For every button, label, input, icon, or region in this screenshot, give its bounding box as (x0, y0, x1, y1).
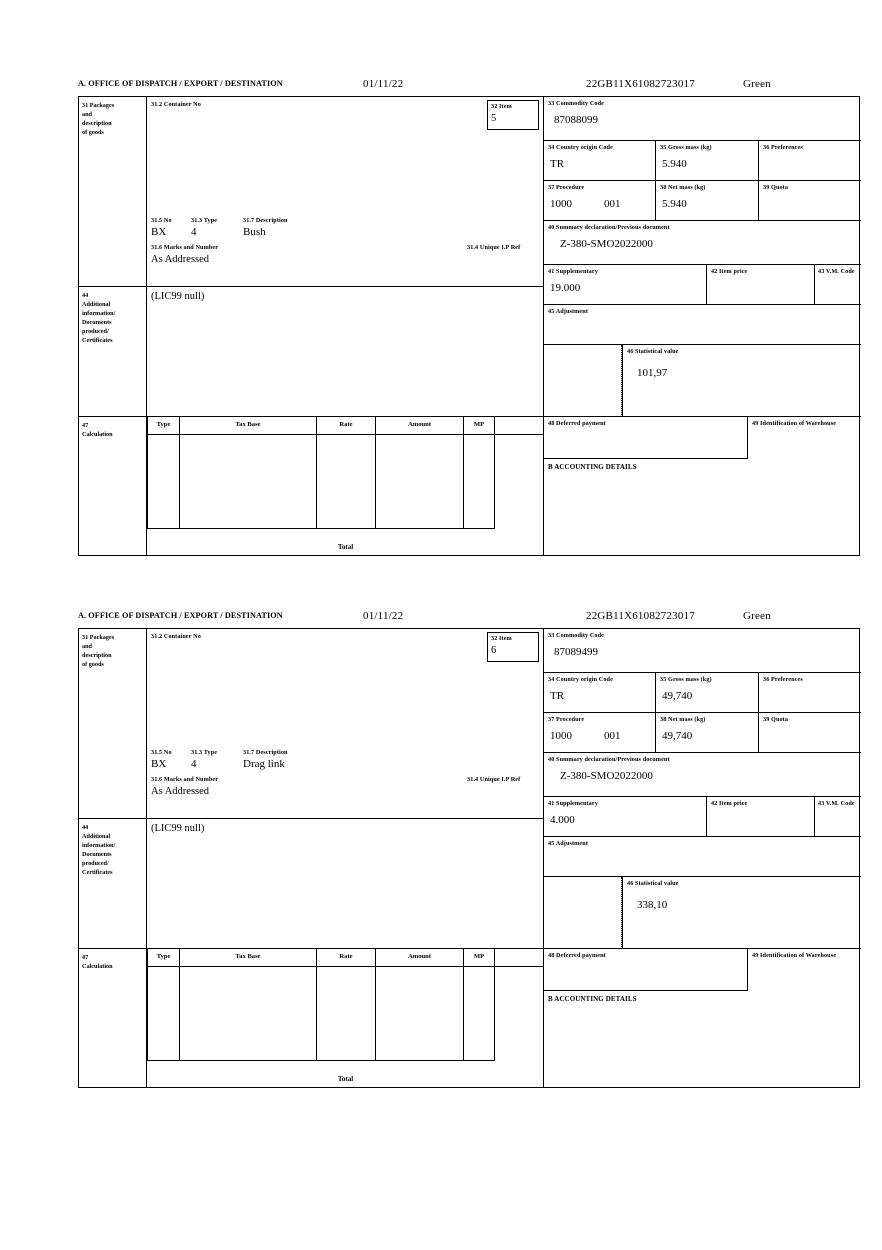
box-46-dotted-divider (544, 877, 622, 949)
box-31-7-label: 31.7 Description (243, 749, 288, 756)
calculation-header-row (147, 949, 544, 967)
calculation-grid (147, 966, 544, 1061)
movement-reference-number: 22GB11X61082723017 (586, 610, 695, 622)
box-31-2-container-label: 31.2 Container No (151, 633, 201, 640)
box-44-line3: information/ (82, 310, 116, 317)
box-46-statistical-value (622, 877, 861, 949)
box-37-value-2: 001 (604, 730, 621, 742)
box-32-value: 6 (491, 644, 497, 656)
box-44-content (147, 819, 544, 949)
box-36-preferences (759, 141, 861, 181)
box-44-label (79, 819, 147, 949)
office-of-dispatch-label: A. OFFICE OF DISPATCH / EXPORT / DESTINATION (78, 611, 283, 620)
box-42-item-price (707, 265, 815, 305)
box-38-label: 38 Net mass (kg) (660, 184, 706, 191)
additional-information-value: (LIC99 null) (151, 291, 205, 302)
box-31-line2: and (82, 111, 92, 118)
box-37-procedure (544, 713, 656, 753)
box-31-4-label: 31.4 Unique I.P Ref (467, 244, 521, 251)
box-44-line2: Additional (82, 833, 111, 840)
box-31-line3: description (82, 120, 112, 127)
box-35-gross-mass (656, 673, 759, 713)
box-44-line6: Certificates (82, 337, 113, 344)
sheet-header (78, 610, 860, 628)
box-38-net-mass (656, 181, 759, 221)
box-40-value: Z-380-SMO2022000 (560, 769, 653, 782)
box-49-warehouse (748, 949, 861, 991)
box-31-3-label: 31.3 Type (191, 749, 218, 756)
box-47-calculation-table (147, 417, 544, 556)
calc-col-amount-header: Amount (375, 949, 463, 966)
lane-status: Green (743, 610, 771, 622)
box-48-deferred-payment (544, 949, 748, 991)
box-49-label: 49 Identification of Warehouse (752, 420, 837, 427)
calc-col-taxbase-header: Tax Base (179, 417, 316, 434)
box-41-label: 41 Supplementary (548, 800, 598, 807)
box-38-value: 49,740 (662, 729, 693, 742)
box-41-supplementary (544, 265, 707, 305)
calculation-total-label: Total (337, 1075, 354, 1083)
box-31-5-label: 31.5 No (151, 749, 172, 756)
marks-and-number (151, 776, 218, 797)
calculation-header-row (147, 417, 544, 435)
box-44-line5: produced/ (82, 860, 109, 867)
box-31-line1: 31 Packages (82, 102, 115, 109)
box-33-commodity-code (544, 629, 861, 673)
box-31-goods (147, 97, 544, 287)
box-44-line4: Documents (82, 851, 112, 858)
box-32-label: 32 Item (491, 635, 512, 642)
box-39-label: 39 Quota (763, 184, 789, 191)
declaration-sheet-2 (78, 610, 860, 1088)
box-34-country-origin (544, 141, 656, 181)
box-33-value: 87089499 (554, 645, 598, 658)
marks-and-number-value: As Addressed (151, 785, 210, 797)
box-44-line1: 44 (82, 292, 89, 299)
box-31-4-label: 31.4 Unique I.P Ref (467, 776, 521, 783)
box-37-value-2: 001 (604, 198, 621, 210)
box-42-label: 42 Item price (711, 268, 748, 275)
box-33-value: 87088099 (554, 113, 598, 126)
box-45-label: 45 Adjustment (548, 840, 588, 847)
box-38-value: 5.940 (662, 197, 687, 210)
box-33-label: 33 Commodity Code (548, 632, 605, 639)
box-31-6-label: 31.6 Marks and Number (151, 244, 219, 251)
box-40-label: 40 Summary declaration/Previous document (548, 224, 670, 231)
box-45-adjustment (544, 305, 861, 345)
box-48-deferred-payment (544, 417, 748, 459)
box-43-label: 43 V.M. Code (818, 268, 855, 275)
box-b-accounting-details (544, 991, 861, 1088)
box-46-label: 46 Statistical value (627, 348, 679, 355)
calc-cell-taxbase (179, 966, 316, 1061)
declaration-frame (78, 96, 860, 556)
calc-cell-type (147, 966, 179, 1061)
office-of-dispatch-label: A. OFFICE OF DISPATCH / EXPORT / DESTINATION (78, 79, 283, 88)
box-48-label: 48 Deferred payment (548, 952, 606, 959)
box-46-statistical-value (622, 345, 861, 417)
box-36-preferences (759, 673, 861, 713)
box-31-2-container-label: 31.2 Container No (151, 101, 201, 108)
box-35-value: 5.940 (662, 157, 687, 170)
box-37-value: 1000 (550, 729, 572, 742)
calc-cell-rate (316, 966, 375, 1061)
box-46-value: 338,10 (637, 898, 668, 911)
box-49-warehouse (748, 417, 861, 459)
box-35-value: 49,740 (662, 689, 693, 702)
box-31-goods (147, 629, 544, 819)
box-36-label: 36 Preferences (763, 676, 803, 683)
calc-cell-amount (375, 434, 463, 529)
box-43-vm-code (815, 797, 861, 837)
packages-no-value: BX (151, 226, 167, 238)
calc-col-rate-header: Rate (316, 417, 375, 434)
box-31-label (79, 629, 147, 819)
box-41-value: 19.000 (550, 281, 581, 294)
unique-ip-ref (467, 244, 520, 253)
box-48-label: 48 Deferred payment (548, 420, 606, 427)
box-31-5-label: 31.5 No (151, 217, 172, 224)
box-45-adjustment (544, 837, 861, 877)
box-47-label (79, 417, 147, 556)
box-41-supplementary (544, 797, 707, 837)
calc-cell-rate (316, 434, 375, 529)
box-46-dotted-divider (544, 345, 622, 417)
box-32-item (487, 100, 539, 130)
box-40-value: Z-380-SMO2022000 (560, 237, 653, 250)
calc-cell-mp (463, 434, 495, 529)
box-37-label: 37 Procedure (548, 716, 585, 723)
box-31-line2: and (82, 643, 92, 650)
box-38-label: 38 Net mass (kg) (660, 716, 706, 723)
box-44-line5: produced/ (82, 328, 109, 335)
box-34-value: TR (550, 689, 565, 702)
box-31-6-label: 31.6 Marks and Number (151, 776, 219, 783)
packages-type-value: 4 (191, 758, 197, 770)
box-47-label (79, 949, 147, 1088)
box-40-previous-document (544, 753, 861, 797)
goods-description-value: Drag link (243, 758, 285, 770)
box-31-line3: description (82, 652, 112, 659)
declaration-date: 01/11/22 (363, 78, 404, 90)
calculation-total-label: Total (337, 543, 354, 551)
box-32-value: 5 (491, 112, 497, 124)
box-38-net-mass (656, 713, 759, 753)
box-b-label: B ACCOUNTING DETAILS (548, 995, 637, 1003)
calc-col-amount-header: Amount (375, 417, 463, 434)
box-47-line2: Calculation (82, 431, 113, 438)
box-46-area (544, 877, 861, 949)
lane-status: Green (743, 78, 771, 90)
box-37-procedure (544, 181, 656, 221)
calc-cell-amount (375, 966, 463, 1061)
box-31-line1: 31 Packages (82, 634, 115, 641)
calc-col-type-header: Type (147, 417, 179, 434)
box-31-3-label: 31.3 Type (191, 217, 218, 224)
calc-col-rate-header: Rate (316, 949, 375, 966)
calc-cell-mp (463, 966, 495, 1061)
box-40-label: 40 Summary declaration/Previous document (548, 756, 670, 763)
box-46-label: 46 Statistical value (627, 880, 679, 887)
box-45-label: 45 Adjustment (548, 308, 588, 315)
box-35-label: 35 Gross mass (kg) (660, 676, 712, 683)
box-44-label (79, 287, 147, 417)
calc-col-type-header: Type (147, 949, 179, 966)
box-39-quota (759, 713, 861, 753)
calc-cell-taxbase (179, 434, 316, 529)
movement-reference-number: 22GB11X61082723017 (586, 78, 695, 90)
box-35-label: 35 Gross mass (kg) (660, 144, 712, 151)
declaration-sheet-1 (78, 78, 860, 556)
box-b-accounting-details (544, 459, 861, 556)
box-39-label: 39 Quota (763, 716, 789, 723)
box-34-value: TR (550, 157, 565, 170)
box-41-label: 41 Supplementary (548, 268, 598, 275)
box-49-label: 49 Identification of Warehouse (752, 952, 837, 959)
box-44-line4: Documents (82, 319, 112, 326)
box-b-label: B ACCOUNTING DETAILS (548, 463, 637, 471)
box-31-line4: of goods (82, 661, 104, 668)
additional-information-value: (LIC99 null) (151, 823, 205, 834)
box-44-line1: 44 (82, 824, 89, 831)
box-47-line1: 47 (82, 954, 89, 961)
box-32-item (487, 632, 539, 662)
box-42-label: 42 Item price (711, 800, 748, 807)
box-44-line2: Additional (82, 301, 111, 308)
box-34-label: 34 Country origin Code (548, 676, 613, 683)
box-44-line3: information/ (82, 842, 116, 849)
box-34-label: 34 Country origin Code (548, 144, 613, 151)
box-44-content (147, 287, 544, 417)
declaration-date: 01/11/22 (363, 610, 404, 622)
calc-cell-type (147, 434, 179, 529)
box-32-label: 32 Item (491, 103, 512, 110)
sheet-header (78, 78, 860, 96)
box-40-previous-document (544, 221, 861, 265)
box-31-line4: of goods (82, 129, 104, 136)
calc-col-taxbase-header: Tax Base (179, 949, 316, 966)
marks-and-number-value: As Addressed (151, 253, 210, 265)
box-33-commodity-code (544, 97, 861, 141)
box-44-line6: Certificates (82, 869, 113, 876)
packages-type-value: 4 (191, 226, 197, 238)
box-31-7-label: 31.7 Description (243, 217, 288, 224)
unique-ip-ref (467, 776, 520, 785)
box-46-value: 101,97 (637, 366, 668, 379)
box-33-label: 33 Commodity Code (548, 100, 605, 107)
box-34-country-origin (544, 673, 656, 713)
box-46-area (544, 345, 861, 417)
box-36-label: 36 Preferences (763, 144, 803, 151)
goods-description-value: Bush (243, 226, 266, 238)
declaration-frame (78, 628, 860, 1088)
box-42-item-price (707, 797, 815, 837)
box-39-quota (759, 181, 861, 221)
box-47-line1: 47 (82, 422, 89, 429)
box-37-value: 1000 (550, 197, 572, 210)
calc-col-mp-header: MP (463, 417, 495, 434)
box-41-value: 4.000 (550, 813, 575, 826)
box-35-gross-mass (656, 141, 759, 181)
box-37-label: 37 Procedure (548, 184, 585, 191)
box-47-calculation-table (147, 949, 544, 1088)
calc-col-mp-header: MP (463, 949, 495, 966)
marks-and-number (151, 244, 218, 265)
box-43-vm-code (815, 265, 861, 305)
box-43-label: 43 V.M. Code (818, 800, 855, 807)
packages-no-value: BX (151, 758, 167, 770)
box-47-line2: Calculation (82, 963, 113, 970)
calculation-grid (147, 434, 544, 529)
box-31-label (79, 97, 147, 287)
